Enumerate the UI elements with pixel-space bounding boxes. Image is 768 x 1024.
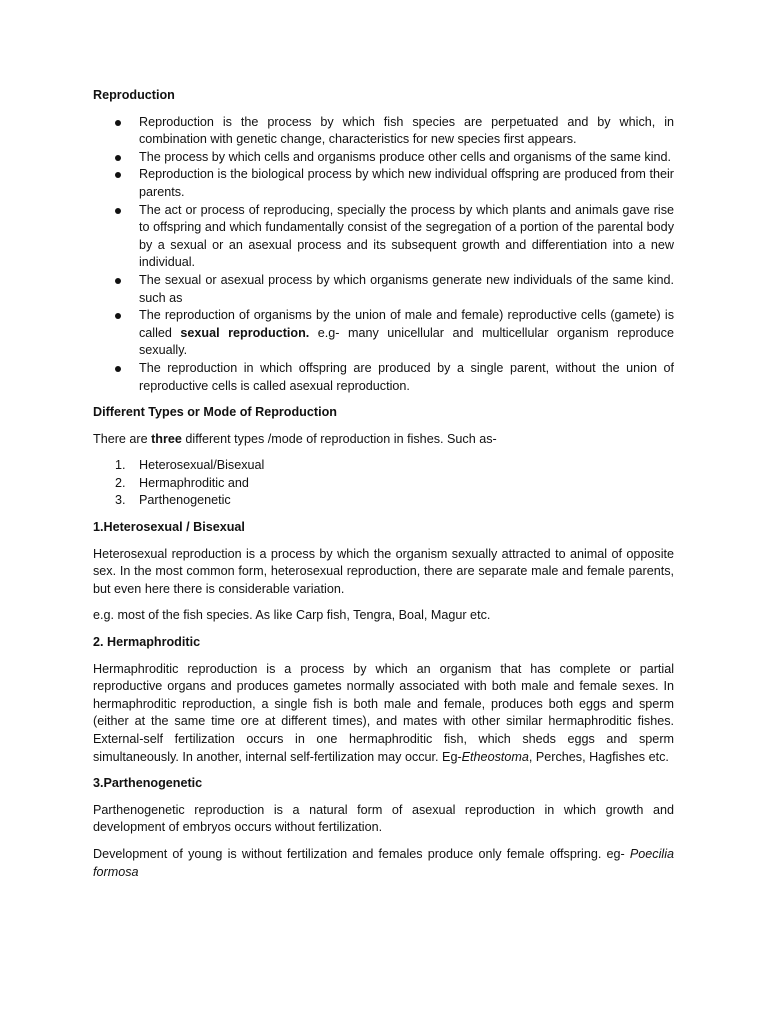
bullet-icon: [115, 172, 121, 178]
list-item: 3. Parthenogenetic: [115, 493, 231, 508]
list-item: The act or process of reproducing, specially the process by which plants and animals gave rise to offspring and which fundamentally consist of the segregation of a portion of the parental body by a sexual or an asexual process and its subsequent growth and differentiation into a new individual.: [93, 202, 674, 272]
bullet-icon: [115, 120, 121, 126]
definition-list: [93, 114, 674, 396]
parthenogenetic-paragraph: Parthenogenetic reproduction is a natural form of asexual reproduction in which growth and development of embryos occurs without fertilization.: [93, 802, 674, 835]
list-item: Reproduction is the biological process by which new individual offspring are produced from their parents.: [93, 166, 674, 201]
list-item: 2. Hermaphroditic and: [115, 475, 249, 490]
list-item: Reproduction is the process by which fish species are perpetuated and by which, in combination with genetic change, characteristics for new species first appears.: [93, 114, 674, 149]
page-title: Reproduction: [93, 88, 175, 102]
section-heading-hermaphroditic: 2. Hermaphroditic: [93, 635, 201, 650]
bullet-icon: [115, 313, 121, 319]
list-item: The sexual or asexual process by which organisms generate new individuals of the same kind. such as: [93, 272, 674, 307]
list-item: 1. Heterosexual/Bisexual: [115, 458, 265, 473]
document-body: [93, 87, 674, 890]
types-intro: There are three different types /mode of reproduction in fishes. Such as-: [93, 431, 497, 446]
bullet-icon: [115, 278, 121, 284]
section-heading-parthenogenetic: 3.Parthenogenetic: [93, 776, 203, 791]
bullet-icon: [115, 155, 121, 161]
types-list: [93, 457, 674, 510]
list-item: The reproduction in which offspring are produced by a single parent, without the union of reproductive cells is called asexual reproduction.: [93, 360, 674, 395]
section-heading-types: Different Types or Mode of Reproduction: [93, 405, 337, 420]
key-term: sexual reproduction.: [180, 325, 310, 340]
heterosexual-paragraph: Heterosexual reproduction is a process by which the organism sexually attracted to animal of opposite sex. In the most common form, heterosexual reproduction, there are separate male and female parents, but even here there is considerable variation.: [93, 546, 674, 596]
heterosexual-example: e.g. most of the fish species. As like Carp fish, Tengra, Boal, Magur etc.: [93, 608, 491, 623]
section-heading-heterosexual: 1.Heterosexual / Bisexual: [93, 520, 245, 535]
parthenogenetic-example: Development of young is without fertilization and females produce only female offspring. eg- Poecilia formosa: [93, 846, 674, 879]
list-item: The process by which cells and organisms produce other cells and organisms of the same kind.: [93, 149, 674, 167]
hermaphroditic-paragraph: Hermaphroditic reproduction is a process by which an organism that has complete or partial reproductive organs and produces gametes normally associated with both male and female sexes. In hermaphroditic reproduction, a single fish is both male and female, produces both eggs and sperm (either at the same time ore at different times), and mates with other similar hermaphroditic fishes. External-self fertilization occurs in one hermaphroditic fish, which sheds eggs and sperm simultaneously. In another, internal self-fertilization may occur. Eg-Etheostoma, Perches, Hagfishes etc.: [93, 661, 674, 764]
bullet-icon: [115, 208, 121, 214]
list-item: The reproduction of organisms by the union of male and female) reproductive cells (gamete) is called sexual reproduction. e.g- many unicellular and multicellular organism reproduce sexually.: [93, 307, 674, 360]
bullet-icon: [115, 366, 121, 372]
